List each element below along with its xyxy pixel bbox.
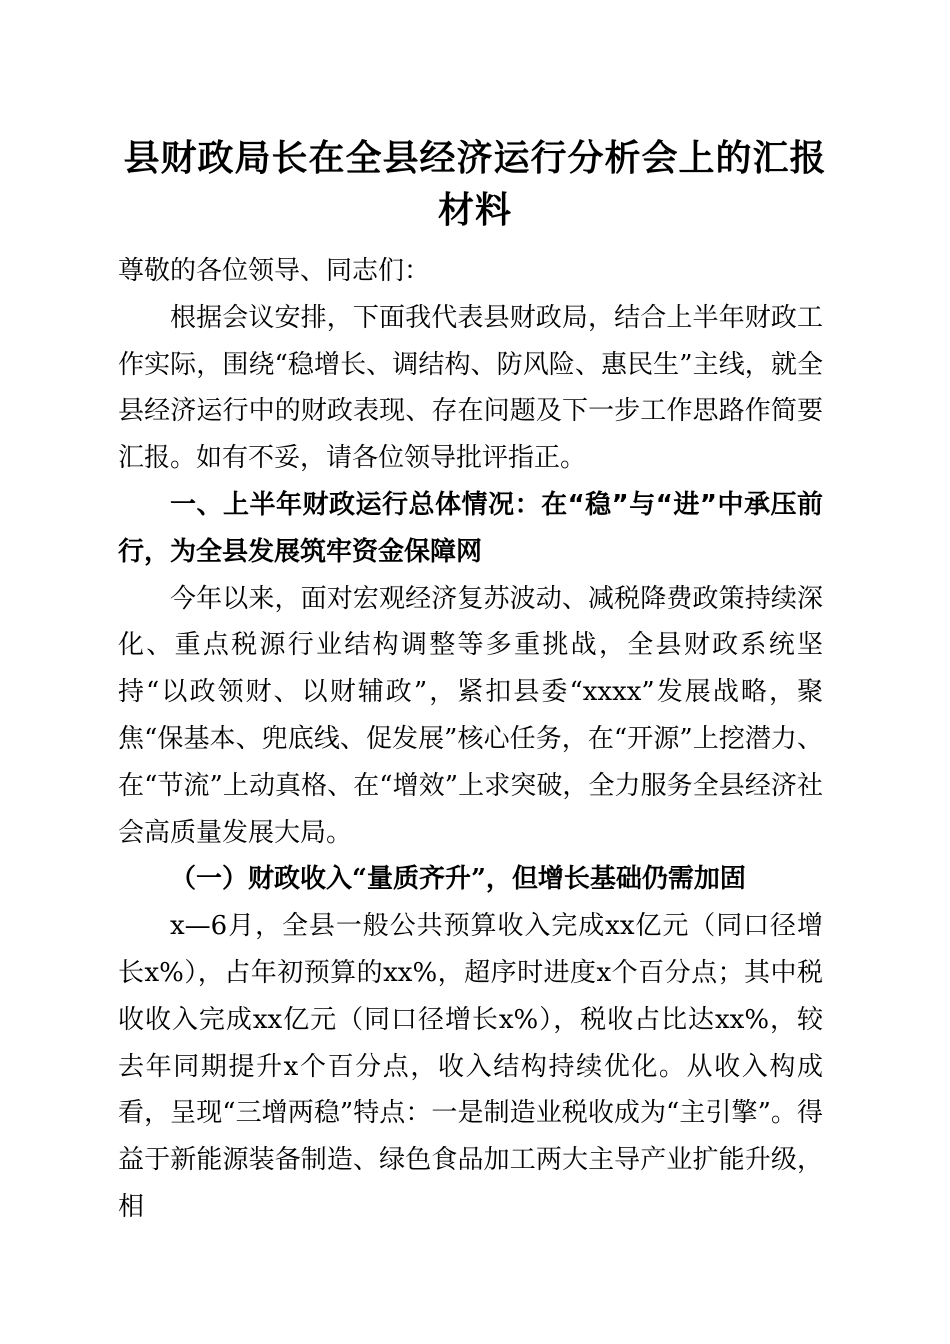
document-body	[118, 248, 823, 1231]
subsection-1-paragraph: x—6月，全县一般公共预算收入完成xx亿元（同口径增长x%），占年初预算的xx%，超序时进度x个百分点；其中税收收入完成xx亿元（同口径增长x%），税收占比达xx%，较去年同期提升x个百分点，收入结构持续优化。从收入构成看，呈现“三增两稳”特点：一是制造业税收成为“主引擎”。得益于新能源装备制造、绿色食品加工两大主导产业扩能升级，相	[118, 911, 823, 1222]
document-title: 县财政局长在全县经济运行分析会上的汇报材料	[123, 137, 827, 231]
section-1-paragraph: 今年以来，面对宏观经济复苏波动、减税降费政策持续深化、重点税源行业结构调整等多重挑战，全县财政系统坚持“以政领财、以财辅政”，紧扣县委“xxxx”发展战略，聚焦“保基本、兜底线、促发展”核心任务，在“开源”上挖潜力、在“节流”上动真格、在“增效”上求突破，全力服务全县经济社会高质量发展大局。	[118, 583, 823, 848]
intro-paragraph: 根据会议安排，下面我代表县财政局，结合上半年财政工作实际，围绕“稳增长、调结构、防风险、惠民生”主线，就全县经济运行中的财政表现、存在问题及下一步工作思路作简要汇报。如有不妥，请各位领导批评指正。	[118, 302, 823, 474]
subsection-1-heading: （一）财政收入“量质齐升”，但增长基础仍需加固	[170, 864, 746, 895]
section-1-heading: 一、上半年财政运行总体情况：在“稳”与“进”中承压前行，为全县发展筑牢资金保障网	[118, 489, 823, 567]
salutation: 尊敬的各位领导、同志们：	[118, 256, 431, 286]
